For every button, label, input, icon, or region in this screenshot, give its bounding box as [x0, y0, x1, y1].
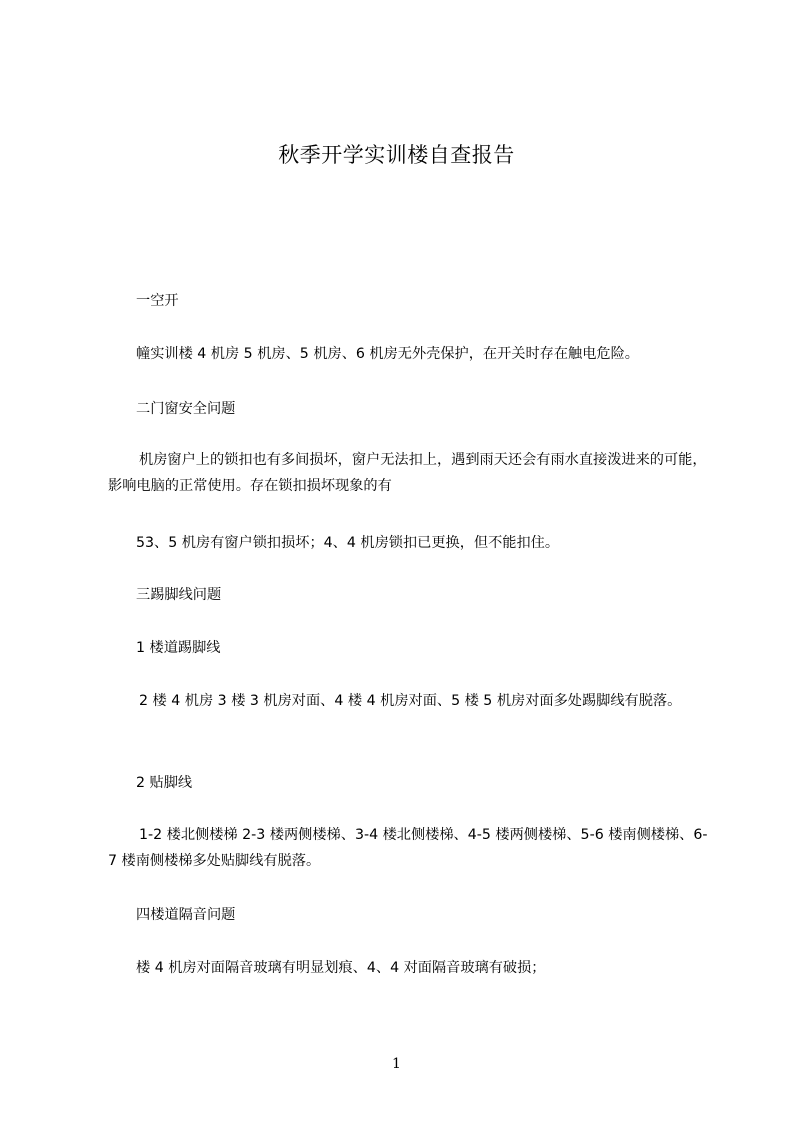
section-heading-skirting: 三踢脚线问题: [136, 587, 222, 603]
document-title: 秋季开学实训楼自查报告: [278, 143, 515, 167]
section-heading-door-window: 二门窗安全问题: [136, 401, 236, 417]
paragraph-corridor-skirting: 2 楼 4 机房 3 楼 3 机房对面、4 楼 4 机房对面、5 楼 5 机房对面多处踢脚线有脱落。: [139, 693, 682, 709]
page-number: 1: [392, 1056, 401, 1072]
section-heading-soundproofing: 四楼道隔音问题: [136, 907, 236, 923]
paragraph-stair-skirting: 1-2 楼北侧楼梯 2-3 楼两侧楼梯、3-4 楼北侧楼梯、4-5 楼两侧楼梯、5-6 楼南侧楼梯、6-7 楼南侧楼梯多处贴脚线有脱落。: [108, 827, 708, 869]
paragraph-circuit-breaker: 幢实训楼 4 机房 5 机房、5 机房、6 机房无外壳保护，在开关时存在触电危险。: [136, 346, 639, 362]
subheading-stair-skirting: 2 贴脚线: [136, 775, 193, 791]
section-heading-circuit-breaker: 一空开: [136, 293, 179, 309]
subheading-corridor-skirting: 1 楼道踢脚线: [136, 640, 221, 656]
paragraph-lock-rooms: 53、5 机房有窗户锁扣损坏；4、4 机房锁扣已更换，但不能扣住。: [136, 535, 560, 551]
paragraph-window-locks: 机房窗户上的锁扣也有多间损坏，窗户无法扣上，遇到雨天还会有雨水直接泼进来的可能，影响电脑的正常使用。存在锁扣损坏现象的有: [108, 452, 707, 494]
paragraph-soundproof-glass: 楼 4 机房对面隔音玻璃有明显划痕、4、4 对面隔音玻璃有破损；: [136, 960, 546, 976]
